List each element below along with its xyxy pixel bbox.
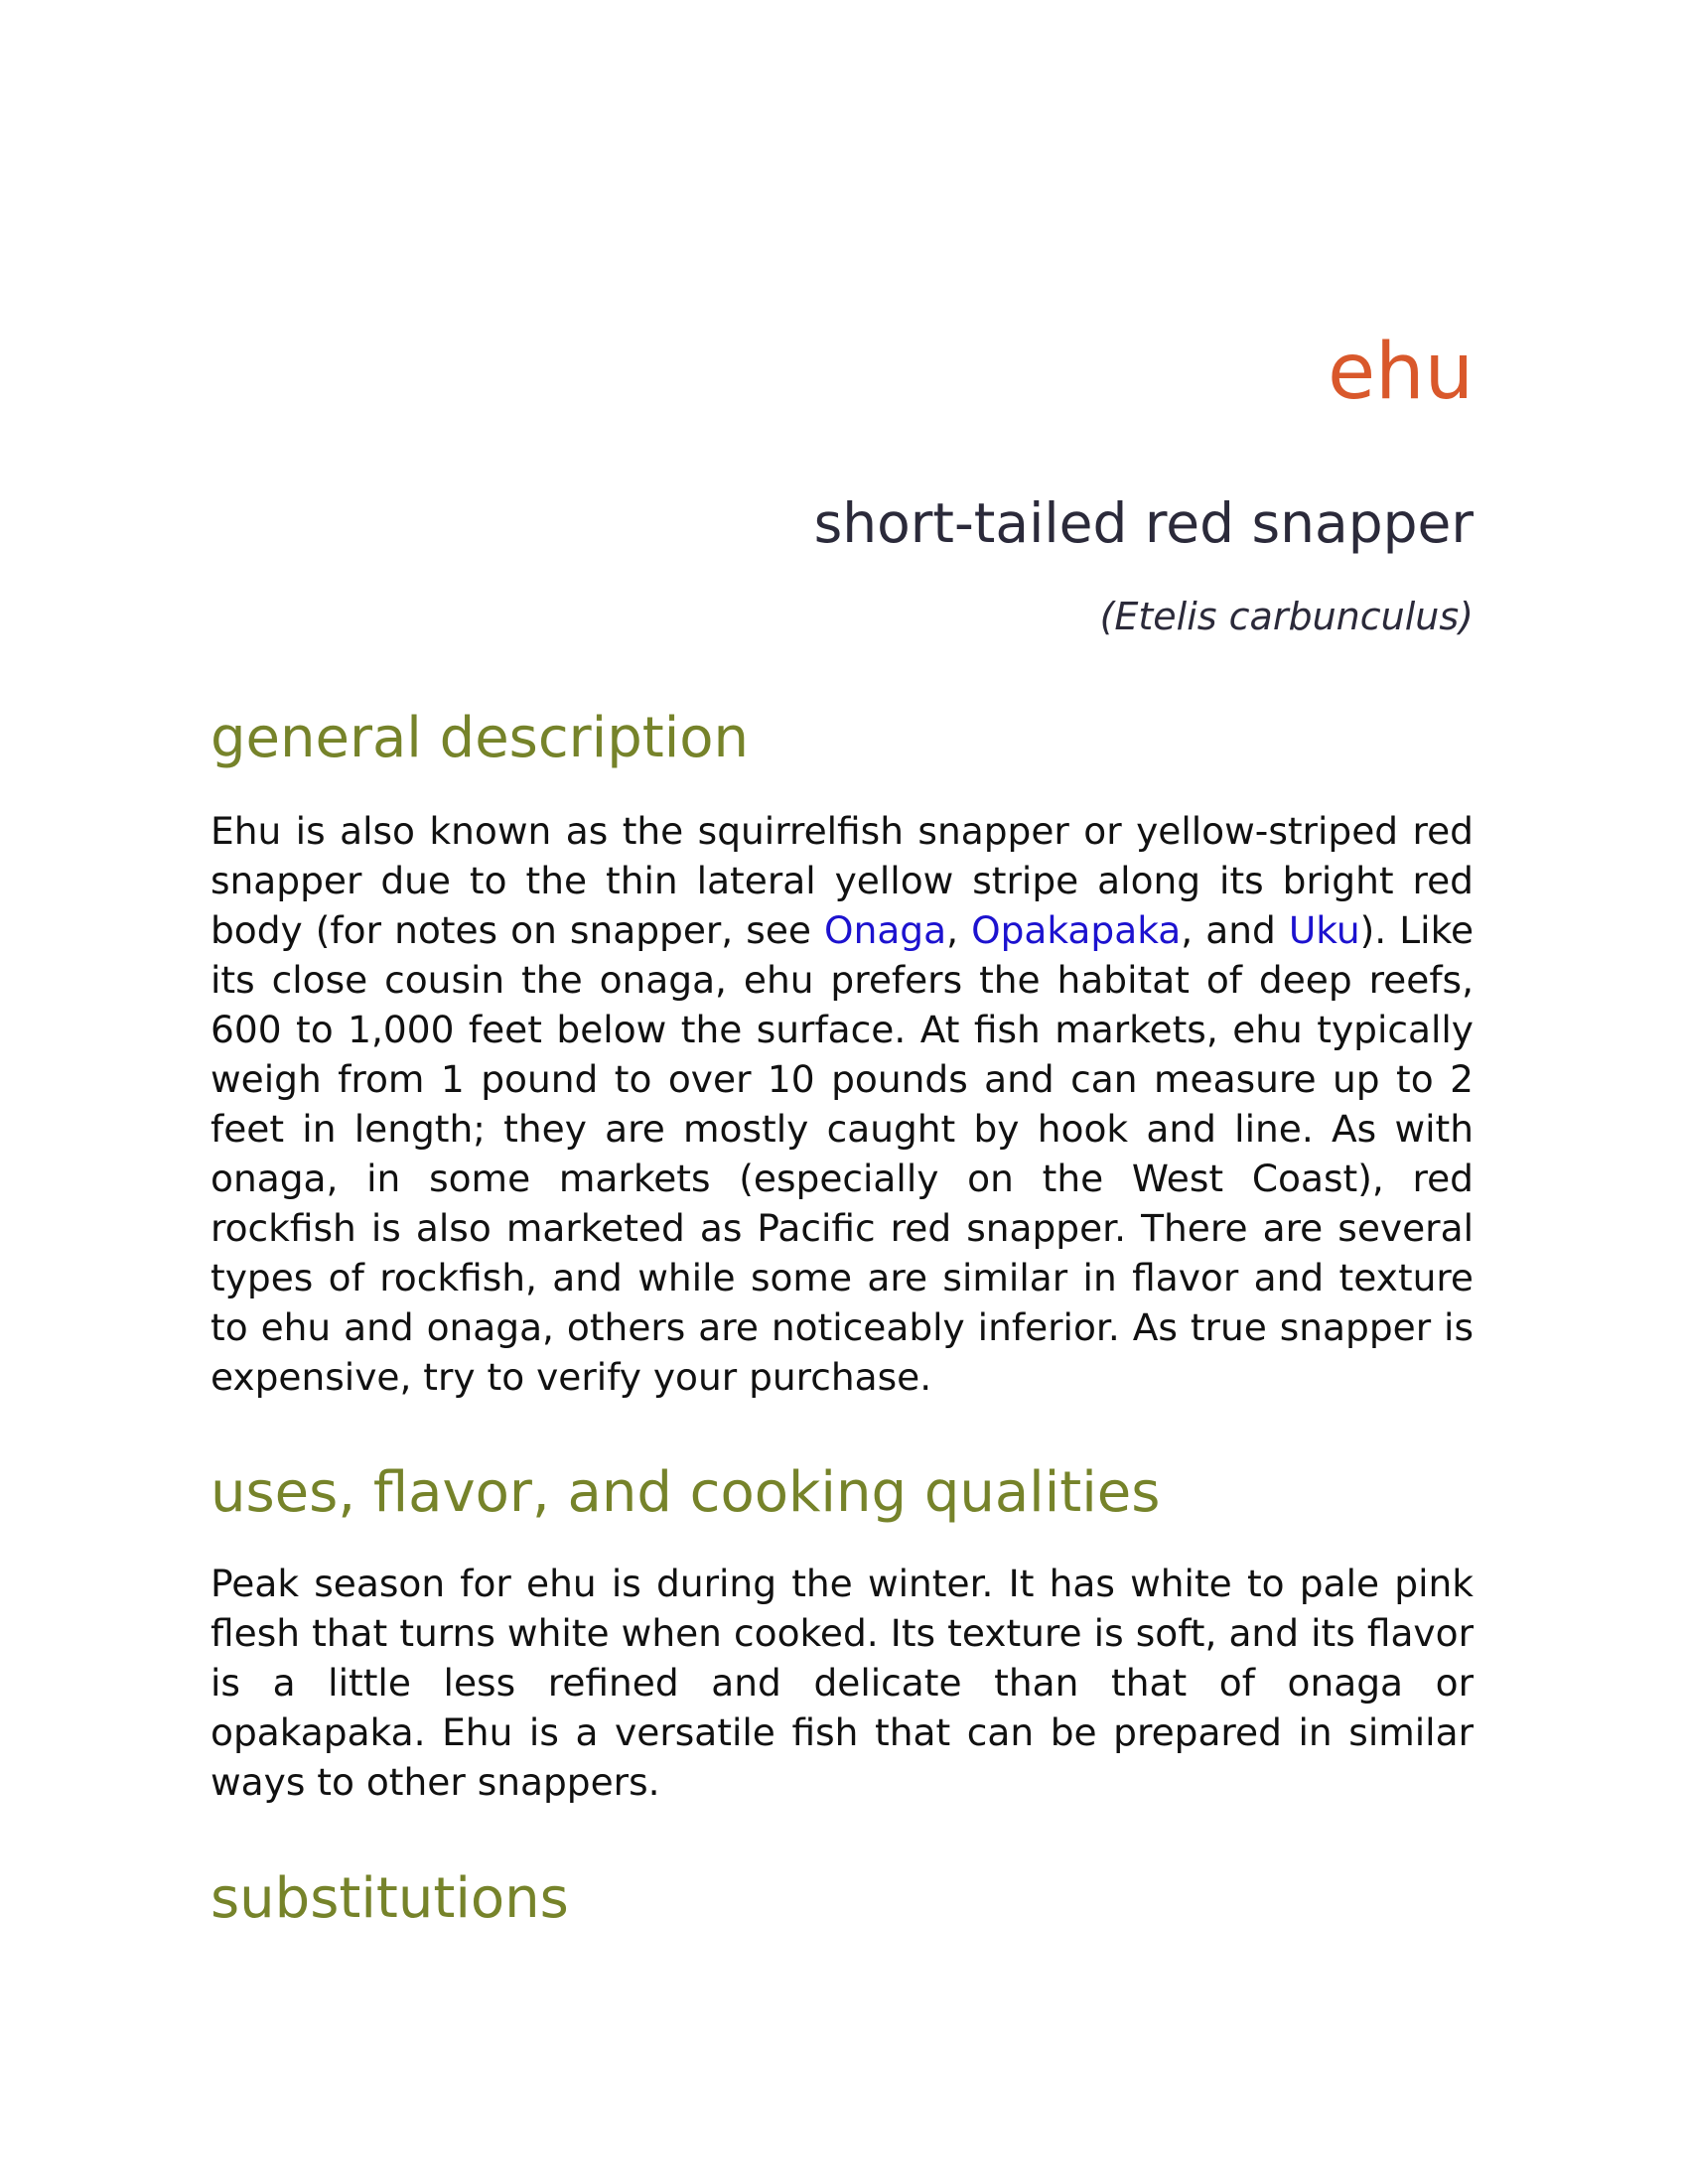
general-text-part-a: Ehu is also known as the squirrelfish snapper or yellow-striped red snapper due to the thin lateral yellow stripe along its bright red body (for notes on snapper, see <box>211 809 1474 952</box>
general-description-paragraph <box>211 806 1474 1402</box>
uses-heading: uses, flavor, and cooking qualities <box>211 1460 1161 1525</box>
substitutions-heading: substitutions <box>211 1866 569 1931</box>
separator-2: , and <box>1181 908 1289 952</box>
scientific-name: (Etelis carbunculus) <box>1099 595 1474 638</box>
fish-title: ehu <box>1328 328 1474 417</box>
general-description-heading: general description <box>211 706 750 770</box>
onaga-link[interactable]: Onaga <box>824 908 947 952</box>
uku-link[interactable]: Uku <box>1288 908 1360 952</box>
general-text-part-b: ). Like its close cousin the onaga, ehu prefers the habitat of deep reefs, 600 to 1,000 feet below the surface. At fish markets, ehu typically weigh from 1 pound to over 10 pounds and can measure up to 2 feet in length; they are mostly caught by hook and line. As with onaga, in some markets (especially on the West Coast), red rockfish is also marketed as Pacific red snapper. There are several types of rockfish, and while some are similar in flavor and texture to ehu and onaga, others are noticeably inferior. As true snapper is expensive, try to verify your purchase. <box>211 908 1475 1399</box>
uses-paragraph: Peak season for ehu is during the winter. It has white to pale pink flesh that turns white when cooked. Its texture is soft, and its flavor is a little less refined and delicate than that of onaga or opakapaka. Ehu is a versatile fish that can be prepared in similar ways to other snappers. <box>211 1562 1474 1804</box>
opakapaka-link[interactable]: Opakapaka <box>971 908 1182 952</box>
common-name: short-tailed red snapper <box>813 491 1474 555</box>
separator-1: , <box>946 908 972 952</box>
